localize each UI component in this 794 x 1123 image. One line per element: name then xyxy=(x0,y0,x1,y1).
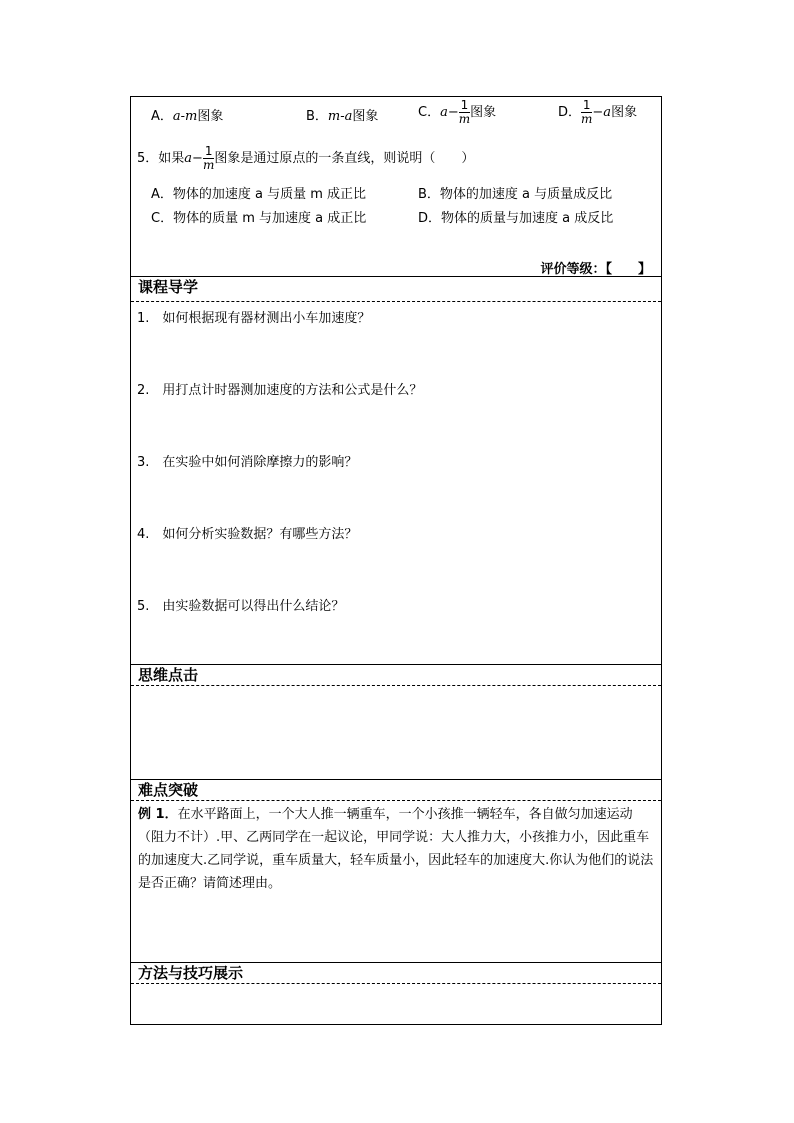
fraction-denominator: m xyxy=(458,112,471,126)
guide-question-4: 4. 如何分析实验数据？有哪些方法？ xyxy=(137,527,358,542)
fraction-denominator: m xyxy=(202,158,215,172)
q5-option-c: C．物体的质量 m 与加速度 a 成正比 xyxy=(151,211,367,226)
rating-label: 评价等级：【 】 xyxy=(540,262,651,277)
worksheet-table xyxy=(130,96,662,1025)
q5-expr: a− xyxy=(184,151,203,166)
guide-question-3: 3. 在实验中如何消除摩擦力的影响？ xyxy=(137,455,358,470)
section-divider xyxy=(131,664,661,665)
example-text: 在水平路面上，一个大人推一辆重车，一个小孩推一辆轻车，各自做匀加速运动（阻力不计）.甲、乙两同学在一起议论，甲同学说：大人推力大，小孩推力小，因此重车的加速度大.乙同学说，重车质量大，轻车质量小，因此轻车的加速度大.你认为他们的说法是否正确？请简述理由。 xyxy=(138,807,654,891)
section-title-thinking: 思维点击 xyxy=(138,666,199,684)
guide-question-5: 5. 由实验数据可以得出什么结论？ xyxy=(137,599,345,614)
fraction-numerator: 1 xyxy=(582,98,591,112)
section-dashed-rule xyxy=(131,301,661,302)
option-letter: C． xyxy=(418,105,441,120)
q4-option-b xyxy=(306,109,378,125)
option-suffix: 图象 xyxy=(611,105,638,120)
q4-option-a xyxy=(151,109,223,125)
section-title-guide: 课程导学 xyxy=(138,278,199,296)
fraction-denominator: m xyxy=(581,112,593,126)
option-letter: D． xyxy=(558,105,582,120)
option-suffix: 图象 xyxy=(352,109,379,124)
fraction-numerator: 1 xyxy=(460,98,469,112)
option-suffix: 图象 xyxy=(470,105,497,120)
option-expr: a-m xyxy=(172,109,198,124)
section-divider xyxy=(131,962,661,963)
section-divider xyxy=(131,779,661,780)
option-expr: m-a xyxy=(327,109,353,124)
q5-option-b: B．物体的加速度 a 与质量成反比 xyxy=(418,187,613,202)
guide-question-2: 2. 用打点计时器测加速度的方法和公式是什么？ xyxy=(137,383,423,398)
option-suffix: 图象 xyxy=(197,109,224,124)
option-letter: B． xyxy=(306,109,328,124)
q5-option-d: D．物体的质量与加速度 a 成反比 xyxy=(418,211,614,226)
section-dashed-rule xyxy=(131,800,661,801)
section-dashed-rule xyxy=(131,983,661,984)
q4-option-c xyxy=(418,99,496,126)
section-title-method: 方法与技巧展示 xyxy=(138,964,244,982)
q5-tail: 图象是通过原点的一条直线，则说明（ ） xyxy=(214,151,475,166)
example-label: 例 1． xyxy=(138,807,178,822)
fraction xyxy=(581,99,592,126)
q5-lead: 5．如果 xyxy=(137,151,185,166)
fraction-numerator: 1 xyxy=(204,144,213,158)
option-expr: −a xyxy=(592,105,612,120)
q5-stem xyxy=(137,145,474,172)
option-letter: A． xyxy=(151,109,173,124)
example-paragraph xyxy=(138,803,656,895)
q4-option-d xyxy=(558,99,637,126)
section-dashed-rule xyxy=(131,685,661,686)
guide-question-1: 1. 如何根据现有器材测出小车加速度？ xyxy=(137,311,371,326)
section-divider xyxy=(131,276,661,277)
q5-option-a: A．物体的加速度 a 与质量 m 成正比 xyxy=(151,187,367,202)
fraction xyxy=(459,99,470,126)
fraction xyxy=(203,145,214,172)
section-title-difficulty: 难点突破 xyxy=(138,781,199,799)
option-expr: a− xyxy=(440,105,459,120)
